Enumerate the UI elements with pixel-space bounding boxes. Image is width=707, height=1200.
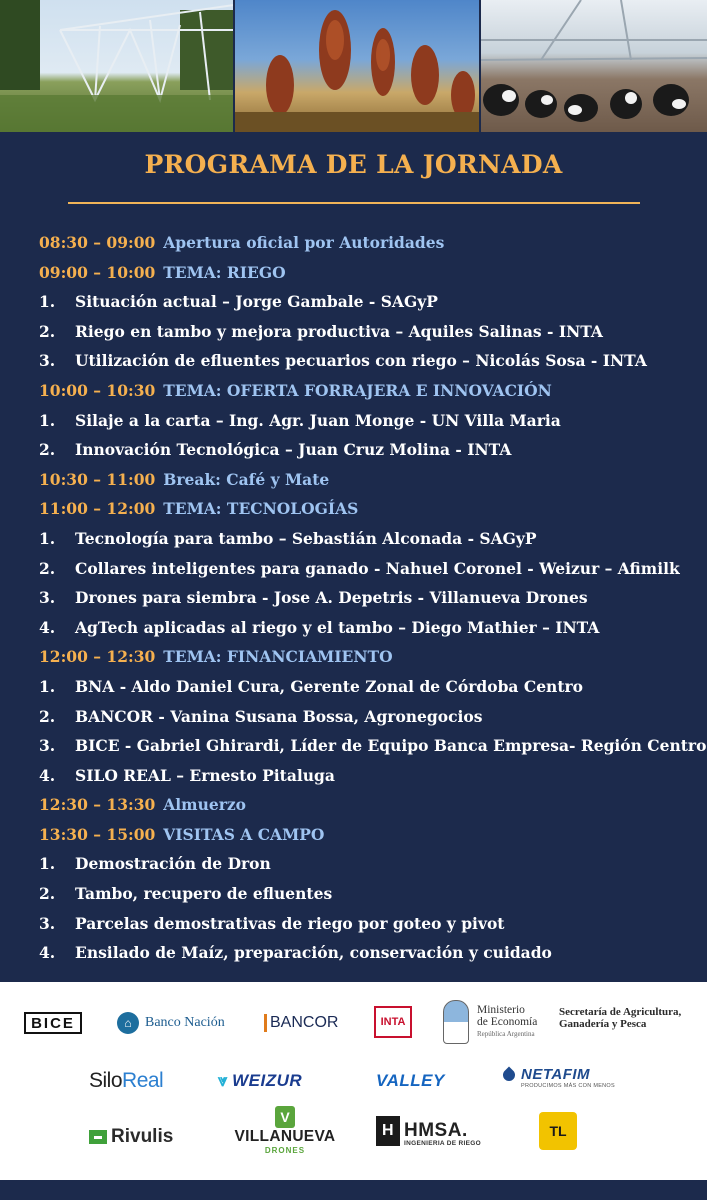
schedule-slot [39,228,699,258]
siloreal-part2: Real [122,1069,164,1092]
talk-item [39,287,699,317]
talk-number: 3. [39,588,56,608]
talk-number: 1. [39,854,56,874]
talk-text: Silaje a la carta – Ing. Agr. Juan Monge - UN Villa Maria [75,410,561,430]
talk-item [39,702,699,732]
talk-item [39,879,699,909]
water-drop-icon [501,1066,518,1083]
slot-time: 12:30 – 13:30 [39,795,156,815]
bice-logo: BICE [24,1012,82,1034]
talk-text: AgTech aplicadas al riego y el tambo – Diego Mathier – INTA [75,617,600,637]
sponsor-logos [0,982,707,1180]
ministerio-economia-logo [443,998,537,1046]
hmsa-logo [376,1116,481,1147]
schedule-slot [39,790,699,820]
talk-text: Parcelas demostrativas de riego por goteo y pivot [75,913,505,933]
slot-time: 09:00 – 10:00 [39,262,156,282]
villanueva-drones-logo [226,1106,344,1155]
rivulis-mark-icon [89,1130,107,1144]
schedule-slot [39,258,699,288]
title-divider [68,202,640,204]
talk-number: 3. [39,736,56,756]
slot-topic: TEMA: OFERTA FORRAJERA E INNOVACIÓN [163,380,552,400]
schedule-slot [39,642,699,672]
weizur-label: WEIZUR [232,1071,303,1090]
talk-text: BNA - Aldo Daniel Cura, Gerente Zonal de Córdoba Centro [75,676,583,696]
talk-item [39,406,699,436]
talk-text: Tecnología para tambo – Sebastián Alconada - SAGyP [75,528,537,548]
slot-topic: Apertura oficial por Autoridades [163,233,445,252]
talk-number: 2. [39,321,56,341]
slot-time: 13:30 – 15:00 [39,824,156,844]
slot-time: 08:30 – 09:00 [39,233,156,252]
slot-time: 10:30 – 11:00 [39,469,156,489]
talk-item [39,613,699,643]
siloreal-part1: Silo [89,1069,123,1092]
schedule-slot [39,465,699,495]
weizur-logo [218,1070,302,1092]
program-panel [0,132,707,982]
netafim-tagline: PRODUCIMOS MÁS CON MENOS [521,1083,615,1089]
villanueva-mark-icon: V [275,1106,295,1128]
secretaria-line1: Secretaría de Agricultura, [559,1006,682,1018]
weizur-mark-icon: ⩔ [218,1071,229,1090]
talk-text: Drones para siembra - Jose A. Depetris - Villanueva Drones [75,588,588,608]
talk-number: 2. [39,440,56,460]
talk-item [39,672,699,702]
talk-text: BICE - Gabriel Ghirardi, Líder de Equipo Banca Empresa- Región Centro [75,736,707,756]
tl-logo: TL [539,1112,577,1150]
talk-number: 2. [39,706,56,726]
talk-number: 3. [39,351,56,371]
talk-text: Situación actual – Jorge Gambale - SAGyP [75,292,438,312]
slot-topic: TEMA: RIEGO [163,262,286,282]
argentina-shield-icon [443,1000,469,1044]
banco-nacion-logo [117,1010,225,1036]
slot-time: 11:00 – 12:00 [39,499,156,519]
siloreal-logo [89,1067,163,1095]
slot-topic: TEMA: TECNOLOGÍAS [163,499,359,519]
netafim-logo [503,1066,615,1089]
talk-item [39,849,699,879]
ministerio-line3: República Argentina [477,1030,535,1038]
talk-number: 1. [39,410,56,430]
talk-text: Innovación Tecnológica – Juan Cruz Molina - INTA [75,440,512,460]
header-photos [0,0,707,132]
schedule-slot [39,494,699,524]
secretaria-line2: Ganadería y Pesca [559,1018,647,1030]
valley-logo [376,1070,445,1092]
talk-item [39,583,699,613]
talk-item [39,346,699,376]
bancor-bar-icon [264,1014,267,1032]
sorghum-photo [235,0,478,132]
hmsa-mark-icon: H [376,1116,400,1146]
talk-item [39,909,699,939]
inta-logo: INTA [374,1006,412,1038]
schedule-list [39,228,707,968]
talk-text: SILO REAL – Ernesto Pitaluga [75,765,335,785]
slot-topic: Almuerzo [163,795,247,815]
talk-text: Tambo, recupero de efluentes [75,884,333,904]
secretaria-agricultura-logo [559,1006,681,1030]
talk-text: Utilización de efluentes pecuarios con riego – Nicolás Sosa - INTA [75,351,647,371]
hmsa-sub: INGENIERIA DE RIEGO [404,1140,481,1147]
talk-number: 1. [39,676,56,696]
talk-text: Collares inteligentes para ganado - Nahuel Coronel - Weizur – Afimilk [75,558,680,578]
footer-band [0,1180,707,1200]
valley-label: VALLEY [376,1071,445,1090]
banco-nacion-label: Banco Nación [145,1015,225,1030]
schedule-slot [39,820,699,850]
villanueva-label: VILLANUEVA [234,1128,336,1145]
talk-item [39,554,699,584]
talk-text: Demostración de Dron [75,854,271,874]
villanueva-sub: DRONES [264,1146,306,1155]
dairy-cows-photo [481,0,707,132]
slot-time: 12:00 – 12:30 [39,647,156,667]
talk-number: 3. [39,913,56,933]
slot-topic: VISITAS A CAMPO [163,824,325,844]
talk-text: Ensilado de Maíz, preparación, conservación y cuidado [75,943,552,963]
talk-number: 1. [39,528,56,548]
bancor-label: BANCOR [270,1014,339,1031]
talk-text: BANCOR - Vanina Susana Bossa, Agronegocios [75,706,483,726]
rivulis-logo [89,1124,173,1150]
talk-number: 4. [39,943,56,963]
netafim-label: NETAFIM [521,1066,591,1083]
program-title: PROGRAMA DE LA JORNADA [144,150,563,179]
bancor-logo [264,1010,338,1036]
slot-topic: Break: Café y Mate [163,469,330,489]
talk-number: 4. [39,617,56,637]
slot-topic: TEMA: FINANCIAMIENTO [163,647,393,667]
talk-item [39,761,699,791]
talk-number: 4. [39,765,56,785]
irrigation-pivot-photo [0,0,233,132]
talk-item [39,524,699,554]
rivulis-label: Rivulis [111,1126,174,1147]
ministerio-line2: de Economía [477,1016,538,1028]
talk-number: 1. [39,292,56,312]
talk-item [39,435,699,465]
talk-item [39,731,707,761]
talk-number: 2. [39,884,56,904]
slot-time: 10:00 – 10:30 [39,380,156,400]
talk-item [39,938,699,968]
talk-text: Riego en tambo y mejora productiva – Aquiles Salinas - INTA [75,321,603,341]
talk-number: 2. [39,558,56,578]
ministerio-line1: Ministerio [477,1004,525,1016]
banco-nacion-seal-icon: ⌂ [117,1012,139,1034]
schedule-slot [39,376,699,406]
talk-item [39,317,699,347]
hmsa-label: HMSA. [404,1120,468,1141]
